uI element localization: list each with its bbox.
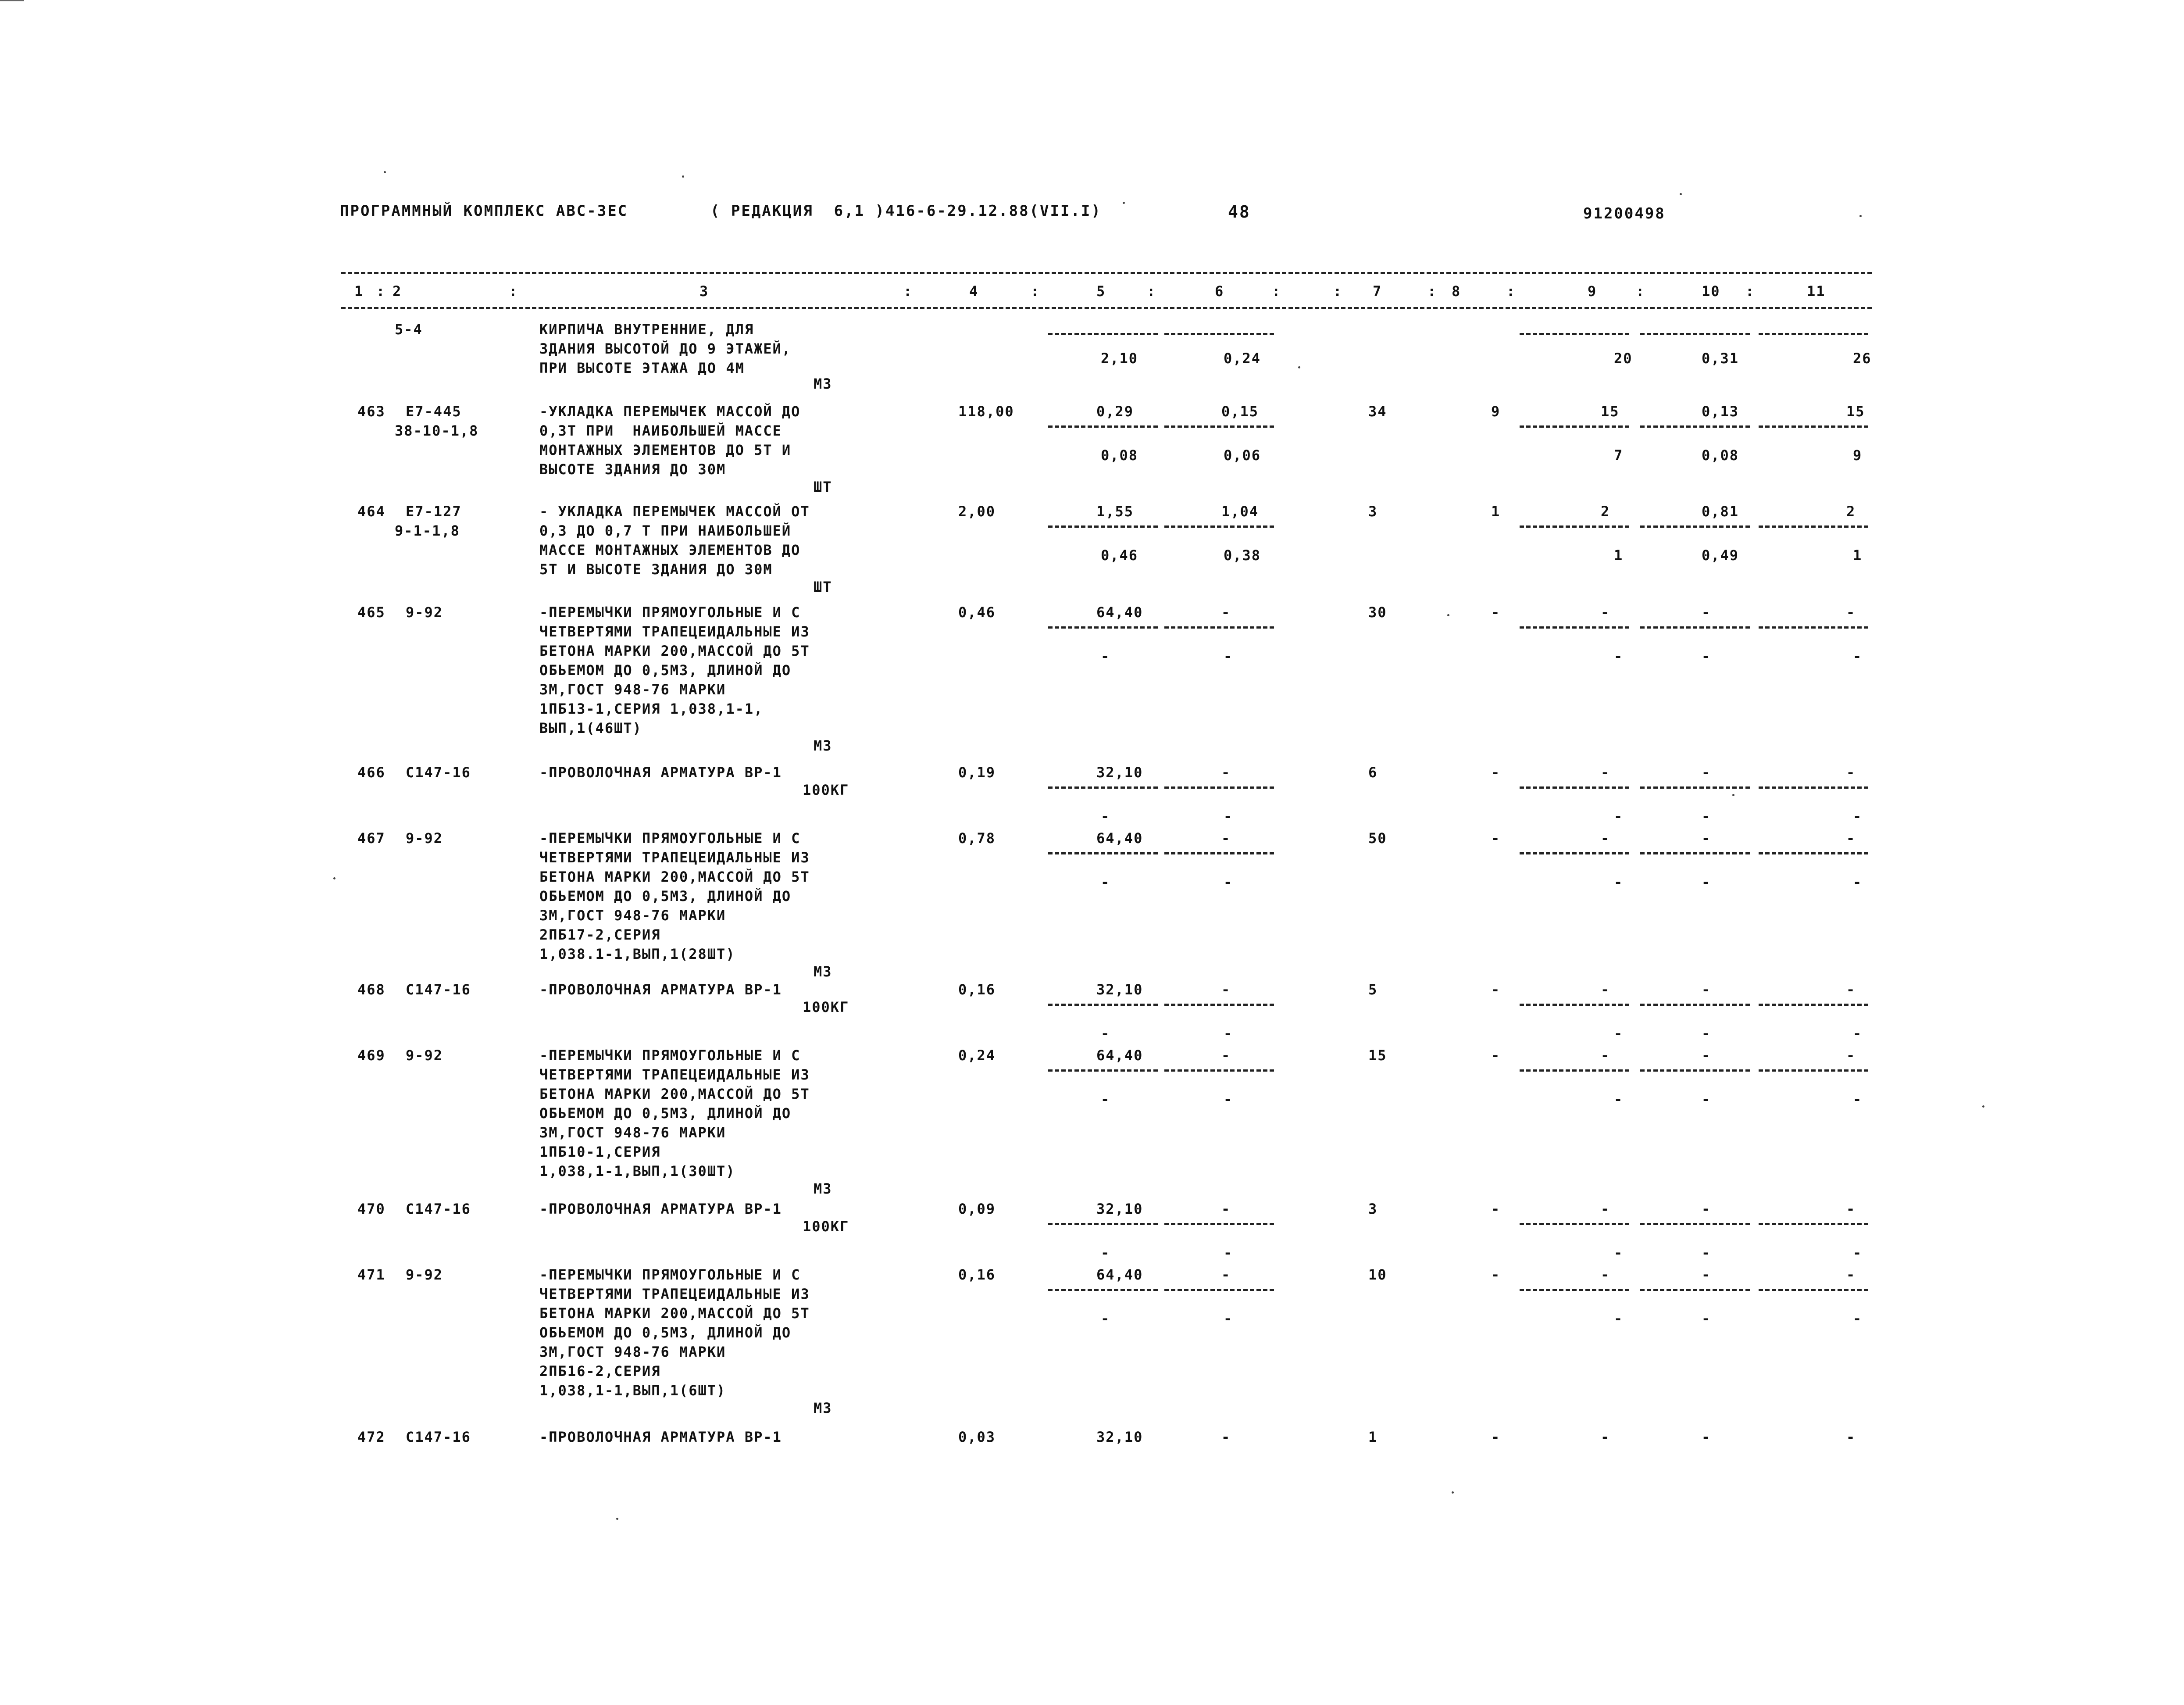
value-7: 3 [1368,1201,1378,1217]
value-9: 2 [1601,503,1610,520]
work-description: 1ПБ10-1,СЕРИЯ [539,1144,661,1160]
cost-cell-6: - [1221,1201,1231,1217]
cost-underline [1048,1004,1158,1006]
cost-underline [1759,626,1868,629]
quantity: 0,03 [958,1429,996,1445]
work-description: МОНТАЖНЫХ ЭЛЕМЕНТОВ ДО 5Т И [539,442,792,458]
cost-underline [1640,852,1750,854]
column-separator: : [376,283,386,300]
quantity: 0,16 [958,981,996,998]
unit-label: 100КГ [803,999,849,1015]
value-9-lower: - [1614,808,1624,825]
cost-underline [1164,1289,1274,1291]
unit-label: ШТ [814,479,832,495]
work-description: 3М,ГОСТ 948-76 МАРКИ [539,681,726,698]
work-description: 1,038.1-1,ВЫП,1(28ШТ) [539,946,735,962]
value-10: 0,13 [1702,403,1739,420]
work-description: -ПРОВОЛОЧНАЯ АРМАТУРА ВР-1 [539,1429,782,1445]
value-9-lower: 7 [1614,447,1624,464]
value-10: - [1702,1429,1711,1445]
row-number: 466 [357,764,385,781]
column-header-5: 5 [1096,283,1106,300]
value-9-lower: 1 [1614,547,1624,564]
quantity: 0,24 [958,1047,996,1064]
value-10-lower: - [1702,1310,1711,1327]
position-code: С147-16 [406,1201,471,1217]
value-9-lower: - [1614,1025,1624,1042]
cost-underline [1048,786,1158,789]
value-11: - [1846,1266,1856,1283]
cost-underline [1759,425,1868,428]
position-code: 5-4 [395,321,423,338]
position-code: Е7-127 [406,503,462,520]
column-header-6: 6 [1215,283,1224,300]
value-11: 2 [1846,503,1856,520]
value-9: - [1601,1201,1610,1217]
value-11: 15 [1846,403,1865,420]
work-description: 3М,ГОСТ 948-76 МАРКИ [539,1124,726,1141]
cost-cell-6: - [1221,1429,1231,1445]
value-7: 1 [1368,1429,1378,1445]
cost-underline [1640,525,1750,528]
cost-underline [1759,786,1868,789]
value-10: - [1702,764,1711,781]
cost-cell-5: 0,29 [1096,403,1134,420]
quantity: 0,46 [958,604,996,621]
cost-underline [1759,1289,1868,1291]
value-9-lower: 20 [1614,350,1633,367]
work-description: -ПРОВОЛОЧНАЯ АРМАТУРА ВР-1 [539,764,782,781]
value-9-lower: - [1614,1310,1624,1327]
work-description: 2ПБ16-2,СЕРИЯ [539,1363,661,1380]
work-description: БЕТОНА МАРКИ 200,МАССОЙ ДО 5Т [539,869,810,885]
quantity: 2,00 [958,503,996,520]
work-description: 5Т И ВЫСОТЕ ЗДАНИЯ ДО 30М [539,561,773,578]
program-title: ПРОГРАММНЫЙ КОМПЛЕКС АВС-3ЕС [340,202,628,220]
position-code: С147-16 [406,981,471,998]
cost-underline [1759,333,1868,335]
cost-cell-5-lower: 0,46 [1101,547,1138,564]
value-11-lower: 26 [1853,350,1872,367]
cost-underline [1048,1223,1158,1225]
cost-cell-5-lower: 2,10 [1101,350,1138,367]
value-10: - [1702,830,1711,847]
cost-cell-5: 64,40 [1096,1266,1143,1283]
value-8: 9 [1491,403,1501,420]
value-9: - [1601,1429,1610,1445]
work-description: 1,038,1-1,ВЫП,1(30ШТ) [539,1163,735,1180]
column-separator: : [903,283,913,300]
column-header-10: 10 [1702,283,1720,300]
work-description: -УКЛАДКА ПЕРЕМЫЧЕК МАССОЙ ДО [539,403,801,420]
cost-underline [1164,852,1274,854]
value-9: - [1601,764,1610,781]
cost-underline [1640,786,1750,789]
work-description: БЕТОНА МАРКИ 200,МАССОЙ ДО 5Т [539,1086,810,1102]
cost-underline [1520,525,1629,528]
cost-cell-6-lower: - [1224,1244,1233,1261]
quantity: 0,16 [958,1266,996,1283]
work-description: БЕТОНА МАРКИ 200,МАССОЙ ДО 5Т [539,1305,810,1322]
cost-underline [1048,425,1158,428]
value-9: - [1601,604,1610,621]
cost-underline [1048,1289,1158,1291]
edition-label: ( РЕДАКЦИЯ 6,1 )416-6-29.12.88(VII.I) [710,202,1102,220]
cost-underline [1164,425,1274,428]
value-11: - [1846,1047,1856,1064]
work-description: ОБЬЕМОМ ДО 0,5М3, ДЛИНОЙ ДО [539,662,792,679]
value-9: - [1601,1266,1610,1283]
value-10: - [1702,604,1711,621]
value-11-lower: - [1853,1025,1863,1042]
cost-underline [1640,333,1750,335]
work-description: -ПРОВОЛОЧНАЯ АРМАТУРА ВР-1 [539,1201,782,1217]
work-description: БЕТОНА МАРКИ 200,МАССОЙ ДО 5Т [539,643,810,659]
position-code: 9-1-1,8 [395,522,460,539]
value-7: 15 [1368,1047,1387,1064]
cost-underline [1759,1004,1868,1006]
column-separator: : [1147,283,1156,300]
work-description: ЧЕТВЕРТЯМИ ТРАПЕЦЕИДАЛЬНЫЕ ИЗ [539,623,810,640]
column-header-8: 8 [1452,283,1461,300]
position-code: 9-92 [406,830,443,847]
work-description: ЧЕТВЕРТЯМИ ТРАПЕЦЕИДАЛЬНЫЕ ИЗ [539,849,810,866]
work-description: ОБЬЕМОМ ДО 0,5М3, ДЛИНОЙ ДО [539,1324,792,1341]
column-separator: : [1031,283,1040,300]
cost-cell-5: 1,55 [1096,503,1134,520]
work-description: ВЫСОТЕ ЗДАНИЯ ДО 30М [539,461,726,478]
value-10-lower: 0,08 [1702,447,1739,464]
cost-cell-5-lower: - [1101,1025,1110,1042]
value-11: - [1846,1201,1856,1217]
value-10-lower: - [1702,874,1711,890]
column-header-3: 3 [699,283,709,300]
cost-cell-5: 32,10 [1096,1201,1143,1217]
cost-cell-6-lower: - [1224,1025,1233,1042]
column-header-1: 1 [354,283,364,300]
work-description: 1ПБ13-1,СЕРИЯ 1,038,1-1, [539,701,764,717]
value-10: 0,81 [1702,503,1739,520]
cost-underline [1048,626,1158,629]
value-11-lower: - [1853,808,1863,825]
value-11-lower: - [1853,648,1863,665]
work-description: 2ПБ17-2,СЕРИЯ [539,926,661,943]
column-separator: : [1427,283,1437,300]
cost-cell-5-lower: 0,08 [1101,447,1138,464]
work-description: 3М,ГОСТ 948-76 МАРКИ [539,907,726,924]
unit-label: М3 [814,737,832,754]
cost-cell-5-lower: - [1101,874,1110,890]
unit-label: М3 [814,1180,832,1197]
work-description: 1,038,1-1,ВЫП,1(6ШТ) [539,1382,726,1399]
position-code: 9-92 [406,1047,443,1064]
value-7: 5 [1368,981,1378,998]
value-10-lower: - [1702,1091,1711,1108]
work-description: -ПЕРЕМЫЧКИ ПРЯМОУГОЛЬНЫЕ И С [539,830,801,847]
value-9: - [1601,1047,1610,1064]
work-description: ЗДАНИЯ ВЫСОТОЙ ДО 9 ЭТАЖЕЙ, [539,340,792,357]
work-description: МАССЕ МОНТАЖНЫХ ЭЛЕМЕНТОВ ДО [539,542,801,558]
column-header-11: 11 [1807,283,1826,300]
cost-underline [1164,1004,1274,1006]
document-number: 91200498 [1583,205,1666,222]
cost-underline [1520,626,1629,629]
value-7: 34 [1368,403,1387,420]
cost-cell-6-lower: - [1224,1091,1233,1108]
value-9-lower: - [1614,1091,1624,1108]
position-code: 38-10-1,8 [395,422,479,439]
column-separator: : [1333,283,1343,300]
row-number: 464 [357,503,385,520]
cost-underline [1759,1069,1868,1072]
work-description: -ПЕРЕМЫЧКИ ПРЯМОУГОЛЬНЫЕ И С [539,1047,801,1064]
cost-underline [1520,852,1629,854]
value-8: - [1491,764,1501,781]
cost-underline [1048,1069,1158,1072]
row-number: 469 [357,1047,385,1064]
unit-label: М3 [814,375,832,392]
cost-underline [1164,333,1274,335]
value-11-lower: 1 [1853,547,1863,564]
value-10: - [1702,1266,1711,1283]
cost-cell-6: 0,15 [1221,403,1259,420]
value-7: 50 [1368,830,1387,847]
work-description: -ПРОВОЛОЧНАЯ АРМАТУРА ВР-1 [539,981,782,998]
value-8: - [1491,604,1501,621]
value-7: 30 [1368,604,1387,621]
value-8: - [1491,1047,1501,1064]
quantity: 0,78 [958,830,996,847]
cost-underline [1520,786,1629,789]
cost-underline [1048,525,1158,528]
value-9-lower: - [1614,648,1624,665]
value-11-lower: - [1853,1244,1863,1261]
work-description: ВЫП,1(46ШТ) [539,720,642,736]
cost-cell-6: - [1221,981,1231,998]
cost-underline [1520,425,1629,428]
value-7: 3 [1368,503,1378,520]
row-number: 472 [357,1429,385,1445]
cost-cell-6: - [1221,604,1231,621]
row-number: 465 [357,604,385,621]
cost-underline [1759,852,1868,854]
value-7: 6 [1368,764,1378,781]
quantity: 0,19 [958,764,996,781]
value-11-lower: - [1853,1310,1863,1327]
value-11-lower: - [1853,1091,1863,1108]
column-header-4: 4 [969,283,979,300]
cost-cell-6: - [1221,830,1231,847]
value-9: 15 [1601,403,1620,420]
work-description: КИРПИЧА ВНУТРЕННИЕ, ДЛЯ [539,321,754,338]
value-9: - [1601,830,1610,847]
cost-cell-6-lower: 0,38 [1224,547,1261,564]
cost-underline [1520,1289,1629,1291]
value-10-lower: - [1702,648,1711,665]
column-header-9: 9 [1588,283,1597,300]
work-description: - УКЛАДКА ПЕРЕМЫЧЕК МАССОЙ ОТ [539,503,810,520]
cost-underline [1520,1069,1629,1072]
value-9-lower: - [1614,874,1624,890]
cost-underline [1164,1223,1274,1225]
value-10-lower: - [1702,808,1711,825]
row-number: 463 [357,403,385,420]
cost-underline [1520,1004,1629,1006]
cost-cell-5: 64,40 [1096,830,1143,847]
quantity: 0,09 [958,1201,996,1217]
column-separator: : [1272,283,1281,300]
cost-cell-5-lower: - [1101,1091,1110,1108]
row-number: 468 [357,981,385,998]
row-number: 471 [357,1266,385,1283]
column-header-7: 7 [1373,283,1382,300]
table-top-rule [341,272,1872,274]
cost-cell-6: - [1221,1047,1231,1064]
position-code: 9-92 [406,1266,443,1283]
position-code: С147-16 [406,764,471,781]
cost-cell-6: 1,04 [1221,503,1259,520]
cost-underline [1640,425,1750,428]
page-number: 48 [1228,202,1251,222]
value-8: - [1491,1429,1501,1445]
value-11: - [1846,981,1856,998]
unit-label: ШТ [814,579,832,595]
cost-underline [1520,1223,1629,1225]
cost-underline [1520,333,1629,335]
position-code: 9-92 [406,604,443,621]
cost-cell-6: - [1221,764,1231,781]
cost-cell-6-lower: - [1224,808,1233,825]
value-10-lower: - [1702,1025,1711,1042]
unit-label: М3 [814,1400,832,1416]
work-description: ЧЕТВЕРТЯМИ ТРАПЕЦЕИДАЛЬНЫЕ ИЗ [539,1066,810,1083]
quantity: 118,00 [958,403,1014,420]
row-number: 470 [357,1201,385,1217]
value-10: - [1702,1201,1711,1217]
work-description: 0,3 ДО 0,7 Т ПРИ НАИБОЛЬШЕЙ [539,522,792,539]
unit-label: М3 [814,963,832,980]
value-11-lower: 9 [1853,447,1863,464]
value-11: - [1846,604,1856,621]
cost-underline [1640,1289,1750,1291]
value-11-lower: - [1853,874,1863,890]
work-description: 0,3Т ПРИ НАИБОЛЬШЕЙ МАССЕ [539,422,782,439]
cost-cell-6-lower: 0,24 [1224,350,1261,367]
table-header-rule [341,307,1872,309]
value-11: - [1846,764,1856,781]
column-separator: : [509,283,518,300]
value-8: - [1491,1266,1501,1283]
cost-cell-5: 32,10 [1096,981,1143,998]
cost-underline [1164,786,1274,789]
column-separator: : [1745,283,1755,300]
cost-cell-5-lower: - [1101,808,1110,825]
unit-label: 100КГ [803,782,849,798]
value-10-lower: 0,31 [1702,350,1739,367]
cost-cell-6-lower: - [1224,874,1233,890]
value-8: 1 [1491,503,1501,520]
row-number: 467 [357,830,385,847]
cost-cell-5-lower: - [1101,648,1110,665]
cost-cell-5-lower: - [1101,1310,1110,1327]
cost-cell-6: - [1221,1266,1231,1283]
cost-underline [1640,1223,1750,1225]
work-description: -ПЕРЕМЫЧКИ ПРЯМОУГОЛЬНЫЕ И С [539,1266,801,1283]
value-9-lower: - [1614,1244,1624,1261]
value-10-lower: 0,49 [1702,547,1739,564]
cost-cell-6-lower: - [1224,1310,1233,1327]
cost-cell-5-lower: - [1101,1244,1110,1261]
value-10: - [1702,1047,1711,1064]
position-code: С147-16 [406,1429,471,1445]
value-9: - [1601,981,1610,998]
value-7: 10 [1368,1266,1387,1283]
cost-underline [1640,1069,1750,1072]
cost-underline [1048,852,1158,854]
cost-cell-5: 64,40 [1096,1047,1143,1064]
column-header-2: 2 [393,283,402,300]
cost-underline [1640,1004,1750,1006]
column-separator: : [1636,283,1645,300]
corner-mark [0,0,24,1]
cost-underline [1759,1223,1868,1225]
cost-cell-6-lower: - [1224,648,1233,665]
cost-underline [1048,333,1158,335]
value-11: - [1846,830,1856,847]
value-10-lower: - [1702,1244,1711,1261]
work-description: ПРИ ВЫСОТЕ ЭТАЖА ДО 4М [539,360,745,376]
position-code: Е7-445 [406,403,462,420]
cost-cell-5: 64,40 [1096,604,1143,621]
cost-underline [1164,525,1274,528]
cost-underline [1164,1069,1274,1072]
column-separator: : [1506,283,1516,300]
cost-cell-5: 32,10 [1096,764,1143,781]
cost-underline [1164,626,1274,629]
work-description: ОБЬЕМОМ ДО 0,5М3, ДЛИНОЙ ДО [539,888,792,904]
cost-cell-5: 32,10 [1096,1429,1143,1445]
value-8: - [1491,981,1501,998]
work-description: ОБЬЕМОМ ДО 0,5М3, ДЛИНОЙ ДО [539,1105,792,1122]
cost-underline [1640,626,1750,629]
unit-label: 100КГ [803,1218,849,1235]
cost-underline [1759,525,1868,528]
value-8: - [1491,1201,1501,1217]
work-description: ЧЕТВЕРТЯМИ ТРАПЕЦЕИДАЛЬНЫЕ ИЗ [539,1286,810,1302]
cost-cell-6-lower: 0,06 [1224,447,1261,464]
work-description: -ПЕРЕМЫЧКИ ПРЯМОУГОЛЬНЫЕ И С [539,604,801,621]
value-8: - [1491,830,1501,847]
value-10: - [1702,981,1711,998]
work-description: 3М,ГОСТ 948-76 МАРКИ [539,1344,726,1360]
value-11: - [1846,1429,1856,1445]
